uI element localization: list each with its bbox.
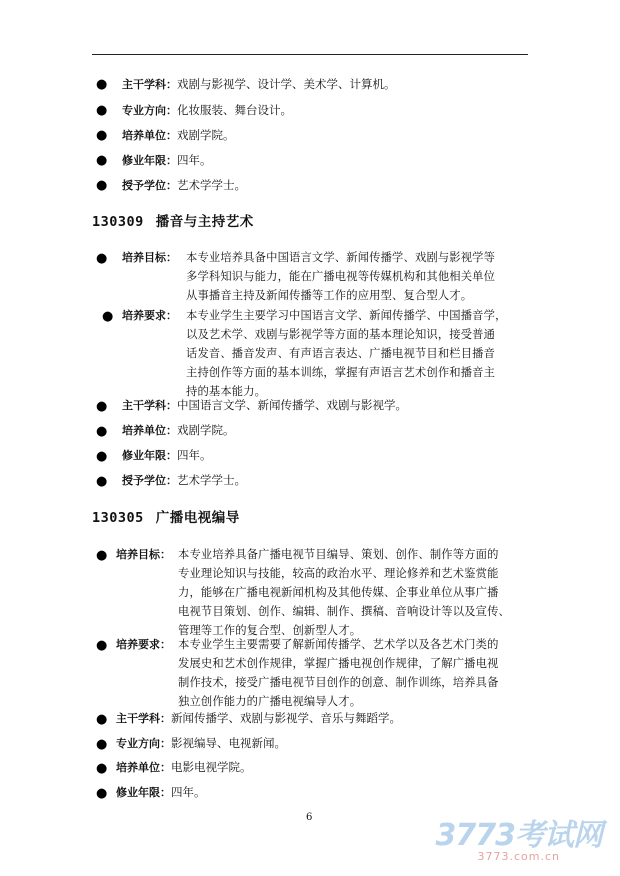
text-line: 以及艺术学、戏剧与影视学等方面的基本理论知识，接受普通 (186, 328, 496, 341)
years-item (116, 783, 206, 802)
text-line: 从事播音主持及新闻传播等工作的应用型、复合型人才。 (186, 289, 473, 302)
text-line: 制作技术，接受广播电视节目创作的创意、制作训练，培养具备 (178, 676, 499, 689)
bullet: ● (96, 424, 108, 439)
section-title: 广播电视编导 (155, 510, 240, 526)
item-label: 授予学位： (122, 474, 177, 487)
section-code: 130309 (92, 214, 144, 230)
requirement-label (116, 635, 171, 654)
item-label: 修业年限： (116, 786, 171, 799)
item-value: 艺术学学士。 (177, 178, 246, 192)
text-line: 力，能够在广播电视新闻机构及其他传媒、企事业单位从事广播 (178, 586, 499, 599)
bullet: ● (96, 449, 108, 464)
text-line: 本专业学生主要需要了解新闻传播学、艺术学以及各艺术门类的 (178, 638, 499, 651)
item-value: 戏剧与影视学、设计学、美术学、计算机。 (177, 77, 396, 91)
goal-text (186, 248, 495, 305)
text-line: 独立创作能力的广播电视编导人才。 (178, 695, 362, 708)
item-label: 专业方向： (116, 737, 171, 750)
degree-item (122, 471, 246, 490)
section-heading-tv-directing (92, 506, 240, 526)
text-line: 本专业培养具备中国语言文学、新闻传播学、戏剧与影视学等 (186, 251, 496, 264)
bullet: ● (96, 178, 108, 193)
goal-text (178, 545, 510, 640)
item-label: 培养目标： (116, 548, 171, 561)
item-value: 艺术学学士。 (177, 473, 246, 487)
item-value: 戏剧学院。 (177, 423, 235, 437)
major-subject-item (122, 396, 407, 415)
years-item (122, 446, 212, 465)
bullet: ● (96, 128, 108, 143)
section-heading-broadcasting (92, 210, 254, 230)
direction-item (116, 734, 286, 753)
item-label: 培养要求： (116, 638, 171, 651)
item-value: 化妆服装、舞台设计。 (177, 103, 292, 117)
bullet: ● (96, 712, 108, 727)
item-value: 四年。 (177, 153, 212, 167)
text-line: 发展史和艺术创作规律，掌握广播电视创作规律，了解广播电视 (178, 657, 499, 670)
bullet: ● (96, 786, 108, 801)
text-line: 持的基本能力。 (186, 385, 267, 398)
bullet: ● (102, 309, 114, 324)
degree-item (122, 176, 246, 195)
page-number: 6 (306, 812, 313, 823)
item-value: 影视编导、电视新闻。 (171, 736, 286, 750)
item-label: 主干学科： (122, 399, 177, 412)
bullet: ● (96, 399, 108, 414)
item-label: 主干学科： (122, 78, 177, 91)
item-value: 四年。 (171, 785, 206, 799)
major-subject-item (122, 75, 396, 94)
item-label: 修业年限： (122, 449, 177, 462)
watermark (436, 810, 603, 863)
years-item (122, 151, 212, 170)
text-line: 管理等工作的复合型、创新型人才。 (178, 624, 362, 637)
text-line: 主持创作等方面的基本训练，掌握有声语言艺术创作和播音主 (186, 366, 496, 379)
bullet: ● (96, 548, 108, 563)
item-value: 四年。 (177, 448, 212, 462)
text-line: 多学科知识与能力，能在广播电视等传媒机构和其他相关单位 (186, 270, 496, 283)
unit-item (116, 758, 252, 777)
text-line: 话发音、播音发声、有声语言表达、广播电视节目和栏目播音 (186, 347, 496, 360)
text-line: 本专业学生主要学习中国语言文学、新闻传播学、中国播音学， (186, 309, 507, 322)
requirement-label (122, 306, 177, 325)
item-label: 授予学位： (122, 179, 177, 192)
header-rule (92, 54, 528, 55)
text-line: 电视节目策划、创作、编辑、制作、撰稿、音响设计等以及宣传、 (178, 605, 510, 618)
bullet: ● (96, 251, 108, 266)
bullet: ● (96, 761, 108, 776)
major-subject-item (116, 709, 401, 728)
item-label: 培养单位： (122, 424, 177, 437)
item-label: 培养单位： (122, 129, 177, 142)
item-value: 戏剧学院。 (177, 128, 235, 142)
item-label: 培养目标： (122, 251, 177, 264)
bullet: ● (96, 153, 108, 168)
section-code: 130305 (92, 510, 144, 526)
bullet: ● (96, 103, 108, 118)
item-value: 新闻传播学、戏剧与影视学、音乐与舞蹈学。 (171, 711, 401, 725)
unit-item (122, 126, 235, 145)
item-label: 专业方向： (122, 104, 177, 117)
goal-label (122, 248, 177, 267)
item-label: 主干学科： (116, 712, 171, 725)
watermark-logo: 3773考试网 (435, 818, 602, 853)
item-label: 修业年限： (122, 154, 177, 167)
bullet: ● (96, 638, 108, 653)
bullet: ● (96, 474, 108, 489)
item-value: 电影电视学院。 (171, 760, 252, 774)
text-line: 专业理论知识与技能，较高的政治水平、理论修养和艺术鉴赏能 (178, 567, 499, 580)
watermark-url: 3773.com.cn (477, 850, 560, 863)
requirement-text (186, 306, 507, 401)
item-label: 培养单位： (116, 761, 171, 774)
bullet: ● (96, 77, 108, 92)
unit-item (122, 421, 235, 440)
requirement-text (178, 635, 499, 711)
section-title: 播音与主持艺术 (155, 214, 254, 230)
item-value: 中国语言文学、新闻传播学、戏剧与影视学。 (177, 398, 407, 412)
goal-label (116, 545, 171, 564)
text-line: 本专业培养具备广播电视节目编导、策划、创作、制作等方面的 (178, 548, 499, 561)
item-label: 培养要求： (122, 309, 177, 322)
direction-item (122, 101, 292, 120)
bullet: ● (96, 737, 108, 752)
